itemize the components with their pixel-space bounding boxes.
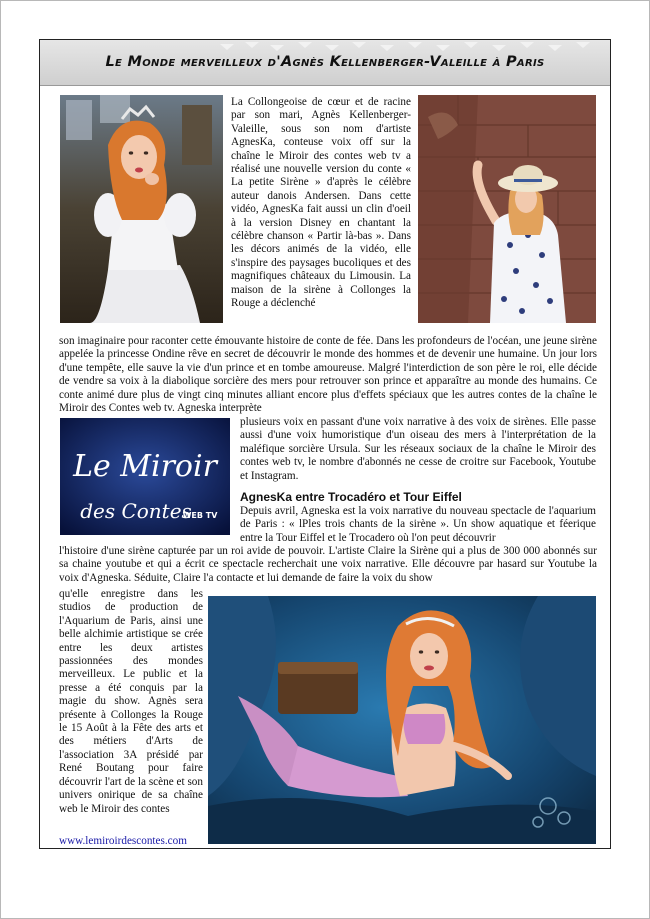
photo-princess bbox=[60, 95, 223, 323]
paragraph-aquarium: Depuis avril, Agneska est la voix narrative du nouveau spectacle de l'aquarium de Paris : « lPles trois chants de la sirène ». Un show aquatique et féerique entre la Tour Eiffel et le Trocadero où l'on peut découvrir bbox=[240, 505, 596, 544]
logo-line2: des Contes bbox=[80, 499, 192, 523]
logo-line1: Le Miroir bbox=[73, 449, 217, 484]
website-link[interactable]: www.lemiroirdescontes.com bbox=[59, 835, 187, 847]
logo-tag: WEB TV bbox=[182, 511, 218, 520]
article-title: Le Monde merveilleux d'Agnès Kellenberger-Valeille à Paris bbox=[105, 54, 545, 70]
paragraph-voices: plusieurs voix en passant d'une voix narrative à des voix de sirènes. Elle passe aussi d'une voix humoristique d'un oiseau des mers à l'interprétation de la maléfique sorcière Ursula. Sur les réseaux sociaux de la chaîne le Miroir des contes web tv, le nombre d'abonnés ne cesse de croitre sur Facebook, Youtube et Instagram. bbox=[240, 416, 596, 482]
paragraph-intro: La Collongeoise de cœur et de racine par son mari, Agnès Kellenberger-Valeille, sous son nom d'artiste AgnesKa, conteuse voix off sur la chaîne le Miroir des contes web tv a réalisé une nouvelle version du conte « La petite Sirène » d'après le célèbre auteur danois Andersen. Dans cette vidéo, AgnesKa fait aussi un clin d'oeil à la version Disney en chantant la célèbre chanson « Partir là-bas ». Dans les décors animés de la vidéo, elle s'inspire des paysages bucoliques et des magnifiques châteaux du Limousin. La maison de la sirène à Collonges la Rouge a déclenché bbox=[231, 96, 411, 310]
paragraph-claire: l'histoire d'une sirène capturée par un roi avide de pouvoir. L'artiste Claire la Sirène qui a plus de 300 000 abonnés sur sa chaine youtube et qui a écrit ce spectacle recherchait une voix narrative. Elle découvre par hasard sur Youtube la voix d'Agneska. Séduite, Claire l'a contacte et lui demande de faire la voix du show bbox=[59, 545, 597, 584]
title-banner bbox=[40, 40, 610, 86]
section-subheading: AgnesKa entre Trocadéro et Tour Eiffel bbox=[240, 490, 462, 504]
paragraph-story: son imaginaire pour raconter cette émouvante histoire de conte de fée. Dans les profondeurs de l'océan, une jeune sirène appelée la princesse Ondine rêve en secret de découvrir le monde des hommes et de devenir une humaine. Un jour lors d'une tempête, elle sauve la vie d'un prince et en tombe amoureuse. Malgré l'interdiction de son père le roi, elle décide de vendre sa voix à la diabolique sorcière des mers pour retrouver son prince et apparaître au monde des humains. Ce conte animé dure plus de vingt cinq minutes alliant encore plus d'effets spéciaux que les autres contes de la chaîne le Miroir des Contes web tv. Agneska interprète bbox=[59, 335, 597, 415]
logo-miroir-des-contes bbox=[60, 418, 230, 535]
photo-woman-hat bbox=[418, 95, 596, 323]
paragraph-column: qu'elle enregistre dans les studios de production de l'Aquarium de Paris, ainsi une belle alchimie artistique se crée entre les deux artistes passionnées des mondes merveilleux. Le public et la presse a été conquis par la magie du show. Agnès sera présente à Collonges la Rouge le 15 Août à la Fête des arts et des métiers d'Arts de l'association 3A présidé par René Boutang pour faire découvrir l'art de la scène et son univers onirique de sa chaîne web le Miroir des contes bbox=[59, 588, 203, 815]
article-frame bbox=[39, 39, 611, 849]
photo-mermaid bbox=[208, 596, 596, 844]
